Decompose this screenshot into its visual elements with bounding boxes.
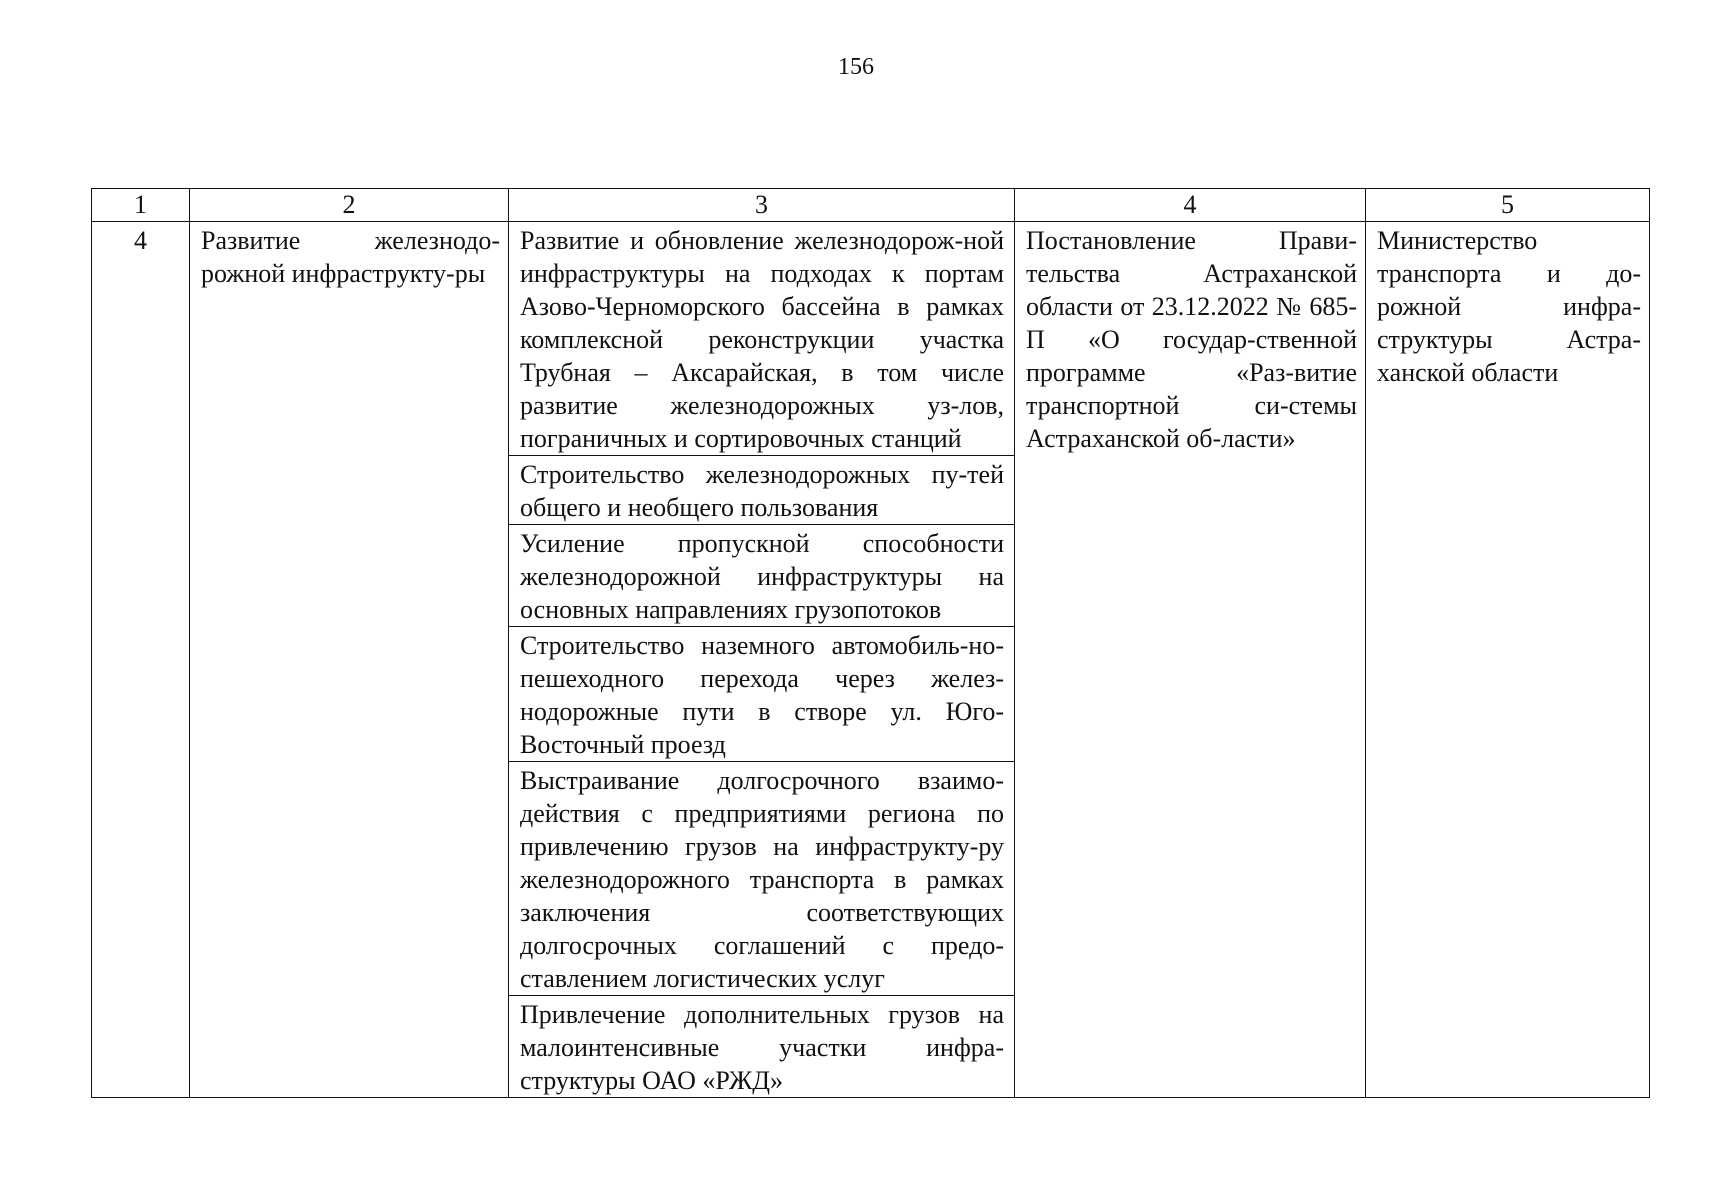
measure-item: Выстраивание долгосрочного взаимо-действия с предприятиями региона по привлечению грузов на инфраструкту-ру железнодорожного транспорта в рамках заключения соответствующих долгосрочных соглашений с предо-ставлением логистических услуг bbox=[509, 762, 1014, 996]
responsible-cell bbox=[1366, 222, 1650, 1098]
measure-item: Строительство наземного автомобиль-но-пешеходного перехода через желез-нодорожные пути в створе ул. Юго-Восточный проезд bbox=[509, 627, 1014, 762]
header-col-5: 5 bbox=[1366, 189, 1650, 222]
row-number-cell bbox=[92, 222, 190, 1098]
direction-text: Развитие железнодо-рожной инфраструкту-ры bbox=[201, 226, 500, 288]
table-row bbox=[92, 222, 1650, 1098]
header-col-3: 3 bbox=[509, 189, 1015, 222]
document-cell bbox=[1015, 222, 1366, 1098]
measure-item: Усиление пропускной способности железнодорожной инфраструктуры на основных направлениях грузопотоков bbox=[509, 525, 1014, 627]
measures-cell bbox=[509, 222, 1015, 1098]
measure-item: Привлечение дополнительных грузов на малоинтенсивные участки инфра-структуры ОАО «РЖД» bbox=[520, 1000, 1004, 1095]
measures-table bbox=[91, 188, 1650, 1098]
header-row bbox=[92, 189, 1650, 222]
header-col-4: 4 bbox=[1015, 189, 1366, 222]
page-number: 156 bbox=[838, 54, 874, 80]
header-col-2: 2 bbox=[190, 189, 509, 222]
direction-cell bbox=[190, 222, 509, 1098]
document-text: Постановление Прави-тельства Астраханской области от 23.12.2022 № 685-П «О государ-ственной программе «Раз-витие транспортной си-стемы Астраханской об-ласти» bbox=[1026, 226, 1357, 453]
header-col-1: 1 bbox=[92, 189, 190, 222]
measure-item: Строительство железнодорожных пу-тей общего и необщего пользования bbox=[509, 456, 1014, 525]
measure-item: Развитие и обновление железнодорож-ной инфраструктуры на подходах к портам Азово-Черноморского бассейна в рамках комплексной реконструкции участка Трубная – Аксарайская, в том числе развитие железнодорожных уз-лов, пограничных и сортировочных станций bbox=[509, 222, 1014, 456]
responsible-text: Министерство транспорта и до-рожной инфра-структуры Астра-ханской области bbox=[1377, 226, 1641, 387]
row-number: 4 bbox=[134, 226, 147, 255]
